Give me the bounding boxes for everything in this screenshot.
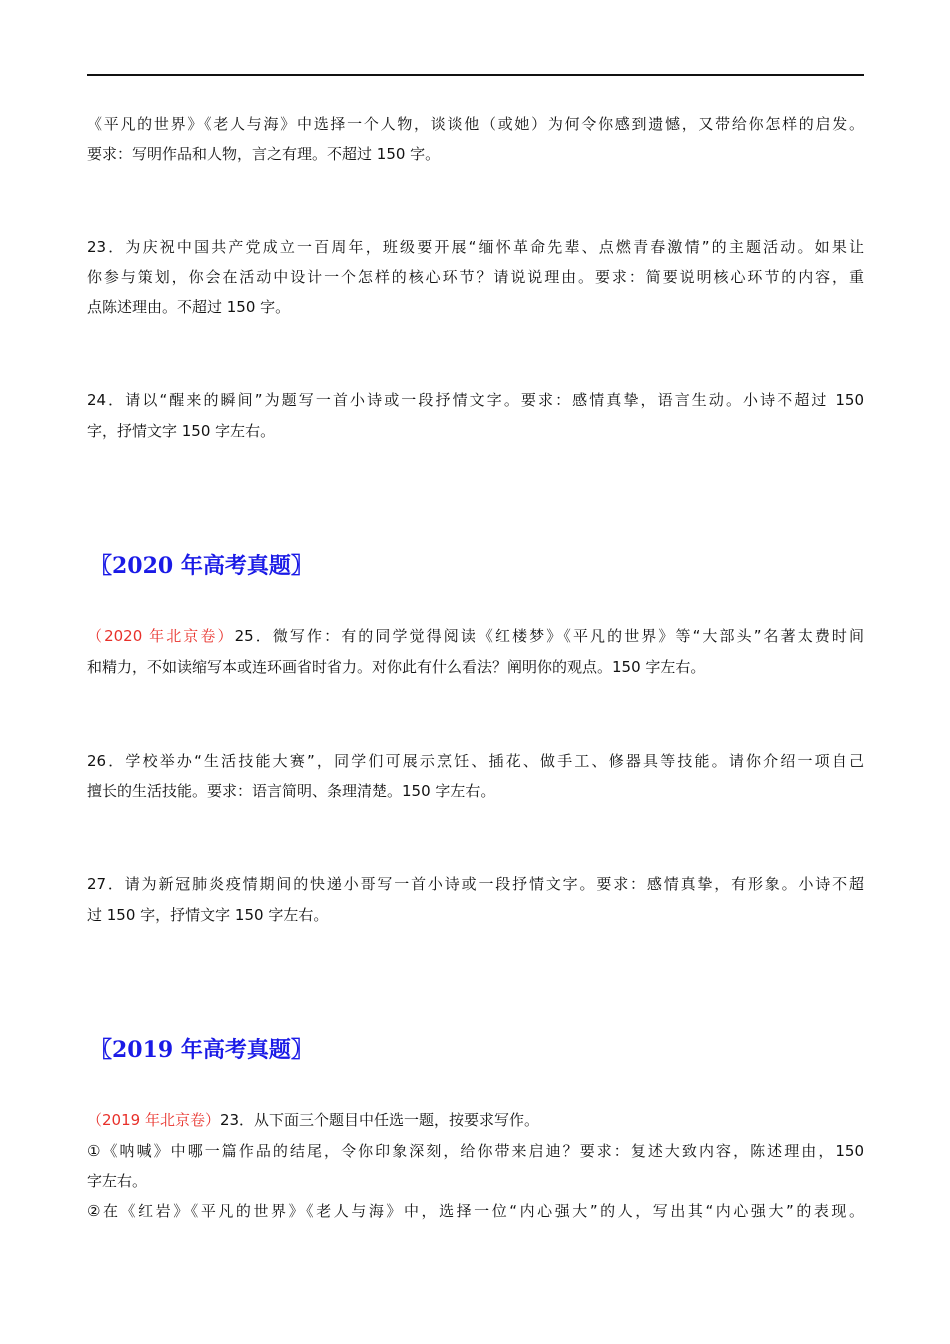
q2019-line: 字左右。 <box>87 1172 148 1190</box>
q27-line: 过 150 字，抒情文字 150 字左右。 <box>87 906 329 924</box>
q27-line: 27．请为新冠肺炎疫情期间的快递小哥写一首小诗或一段抒情文字。要求：感情真挚，有形象。小诗不超 <box>87 875 864 893</box>
q2019-text: 23．从下面三个题目中任选一题，按要求写作。 <box>219 1111 540 1129</box>
q26-line: 26．学校举办“生活技能大赛”，同学们可展示烹饪、插花、做手工、修器具等技能。请你介绍一项自己 <box>87 752 864 770</box>
header-rule <box>87 74 864 76</box>
q2019-line <box>87 1110 864 1130</box>
section-heading-2019: 〖2019 年高考真题〗 <box>90 1037 313 1063</box>
source-label: （2019 年北京卷） <box>87 1111 220 1129</box>
section-heading-2020: 〖2020 年高考真题〗 <box>90 553 313 579</box>
q24-line: 24．请以“醒来的瞬间”为题写一首小诗或一段抒情文字。要求：感情真挚，语言生动。小诗不超过 150 <box>87 391 864 409</box>
q25-text: 25．微写作：有的同学觉得阅读《红楼梦》《平凡的世界》等“大部头”名著太费时间 <box>234 627 864 645</box>
q26-line: 擅长的生活技能。要求：语言简明、条理清楚。150 字左右。 <box>87 782 496 800</box>
q2019-line: ①《呐喊》中哪一篇作品的结尾，令你印象深刻，给你带来启迪？要求：复述大致内容，陈述理由，150 <box>87 1142 864 1160</box>
q23-line: 你参与策划，你会在活动中设计一个怎样的核心环节？请说说理由。要求：简要说明核心环节的内容，重 <box>87 268 864 286</box>
q23-line: 点陈述理由。不超过 150 字。 <box>87 298 291 316</box>
q22-line: 要求：写明作品和人物，言之有理。不超过 150 字。 <box>87 145 441 163</box>
q22-line: 《平凡的世界》《老人与海》中选择一个人物，谈谈他（或她）为何令你感到遗憾，又带给你怎样的启发。 <box>87 115 864 133</box>
q25-line <box>87 626 864 646</box>
q2019-line: ②在《红岩》《平凡的世界》《老人与海》中，选择一位“内心强大”的人，写出其“内心强大”的表现。 <box>87 1202 864 1220</box>
q23-line: 23．为庆祝中国共产党成立一百周年，班级要开展“缅怀革命先辈、点燃青春激情”的主题活动。如果让 <box>87 238 864 256</box>
q25-line: 和精力，不如读缩写本或连环画省时省力。对你此有什么看法？阐明你的观点。150 字左右。 <box>87 658 706 676</box>
source-label: （2020 年北京卷） <box>87 627 235 645</box>
q24-line: 字，抒情文字 150 字左右。 <box>87 422 276 440</box>
